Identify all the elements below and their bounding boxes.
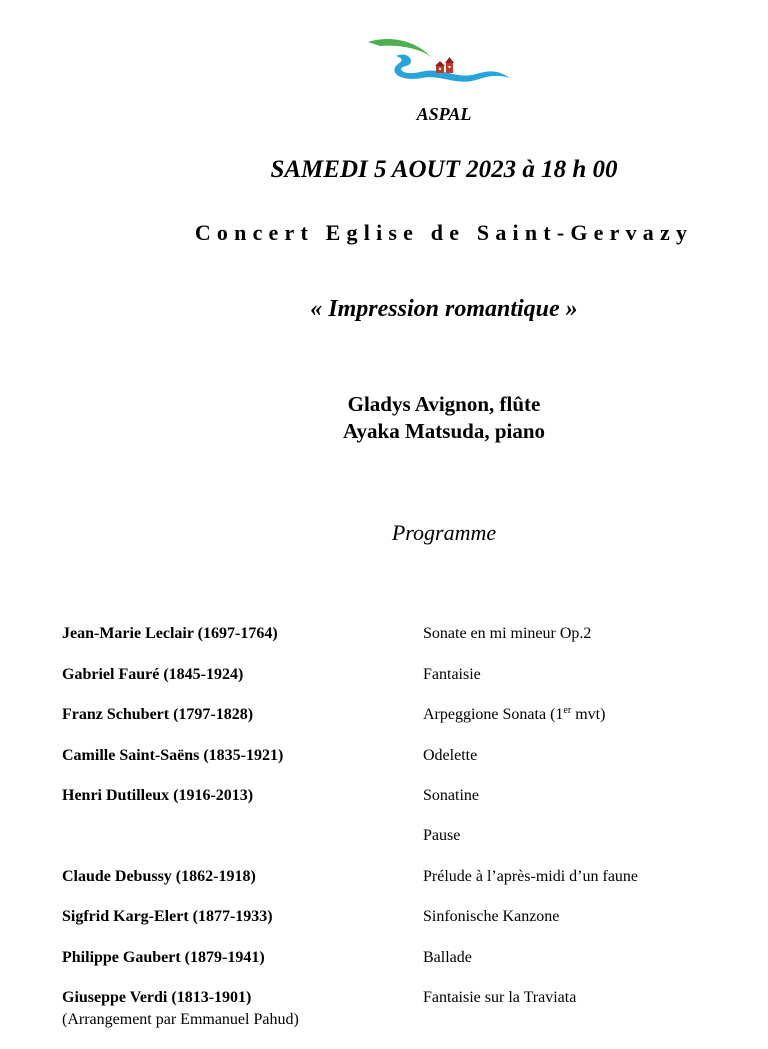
- composer-name: Gabriel Fauré (1845-1924): [62, 666, 244, 683]
- piece-title: Sinfonische Kanzone: [423, 908, 560, 925]
- composer-name: Philippe Gaubert (1879-1941): [62, 949, 265, 966]
- aspal-logo: [366, 36, 512, 88]
- concert-date: SAMEDI 5 AOUT 2023 à 18 h 00: [270, 156, 618, 183]
- composer-name: Sigfrid Karg-Elert (1877-1933): [62, 908, 273, 925]
- composer-name: Camille Saint-Saëns (1835-1921): [62, 747, 284, 764]
- programme-row-pause: [0, 827, 768, 851]
- programme-row: [0, 868, 768, 892]
- programme-row: [0, 787, 768, 811]
- programme-row: [0, 989, 768, 1013]
- logo-village-icon: [435, 57, 454, 73]
- composer-name: Franz Schubert (1797-1828): [62, 706, 254, 723]
- concert-theme: « Impression romantique »: [310, 296, 578, 322]
- concert-venue: Concert Eglise de Saint-Gervazy: [194, 220, 694, 245]
- piece-title: Ballade: [423, 949, 472, 966]
- piece-title: Sonate en mi mineur Op.2: [423, 625, 592, 642]
- programme-row: [0, 706, 768, 730]
- piece-title: Prélude à l’après-midi d’un faune: [423, 868, 639, 885]
- performer-flute: Gladys Avignon, flûte: [347, 392, 541, 416]
- programme-row: [0, 625, 768, 649]
- composer-name: Giuseppe Verdi (1813-1901): [62, 989, 252, 1006]
- programme-row: [0, 747, 768, 771]
- piece-title: Odelette: [423, 747, 478, 764]
- composer-name: Claude Debussy (1862-1918): [62, 868, 256, 885]
- programme-row: [0, 908, 768, 932]
- programme-title: Programme: [391, 520, 497, 545]
- piece-title: Fantaisie sur la Traviata: [423, 989, 577, 1006]
- performer-piano: Ayaka Matsuda, piano: [342, 419, 546, 443]
- composer-name: Jean-Marie Leclair (1697-1764): [62, 625, 278, 642]
- organization-name: ASPAL: [416, 104, 472, 124]
- piece-title: Sonatine: [423, 787, 479, 804]
- ordinal-superscript: er: [563, 705, 572, 716]
- piece-title: Arpeggione Sonata (1er mvt): [423, 705, 606, 723]
- programme-row: [0, 666, 768, 690]
- composer-name: Henri Dutilleux (1916-2013): [62, 787, 254, 804]
- programme-row: [0, 949, 768, 973]
- pause-label: Pause: [423, 827, 461, 844]
- piece-title: Fantaisie: [423, 666, 481, 683]
- arrangement-note: (Arrangement par Emmanuel Pahud): [62, 1011, 299, 1028]
